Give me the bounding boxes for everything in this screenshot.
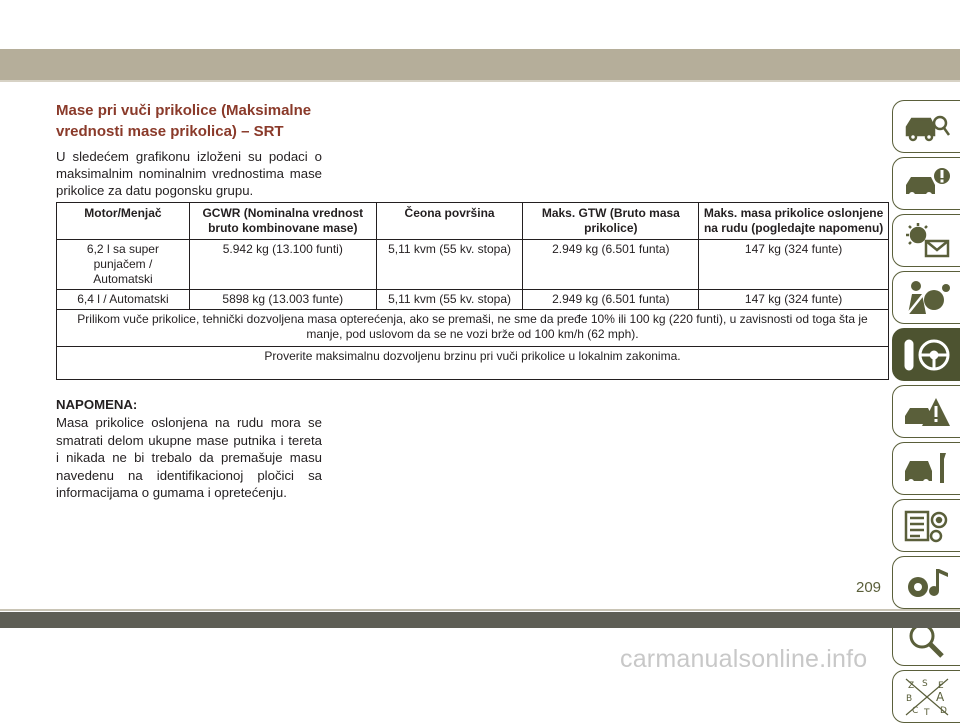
table-cell: 5,11 kvm (55 kv. stopa) <box>376 240 523 290</box>
note-heading: NAPOMENA: <box>56 397 138 412</box>
bottom-divider <box>0 609 960 611</box>
bottom-band <box>0 612 960 628</box>
safety-airbag-icon <box>902 278 952 318</box>
intro-paragraph: U sledećem grafikonu izloženi su podaci o maksimalnim nominalnim vrednostima mase prikolice za datu pogonsku grupu. <box>56 149 322 198</box>
table-header: Čeona površina <box>376 203 523 240</box>
table-header: Maks. GTW (Bruto masa prikolice) <box>523 203 699 240</box>
table-cell: 147 kg (324 funte) <box>699 240 889 290</box>
section-title: Mase pri vuči prikolice (Maksimalne vrednosti mase prikolica) – SRT <box>56 102 312 140</box>
tab-car-search[interactable] <box>892 100 960 153</box>
table-note-row <box>57 310 889 347</box>
tab-dashboard-lights[interactable] <box>892 214 960 267</box>
watermark: carmanualsonline.info <box>620 645 868 673</box>
note-body: Masa prikolice oslonjena na rudu mora se smatrati delom ukupne mase putnika i tereta i nikada ne bi trebalo da premašuje masu navedenu na identifikacionoj pločici sa informacijama o gumama i opretećenju. <box>56 415 322 501</box>
table-cell: 2.949 kg (6.501 funta) <box>523 240 699 290</box>
table-cell: 5898 kg (13.003 funte) <box>189 290 376 310</box>
svg-text:B: B <box>905 693 912 704</box>
table-cell: 5.942 kg (13.100 funti) <box>189 240 376 290</box>
table-header: Maks. masa prikolice oslonjene na rudu (pogledajte napomenu) <box>699 203 889 240</box>
tab-technical-specifications[interactable] <box>892 499 960 552</box>
table-cell: 6,2 l sa super punjačem / Automatski <box>57 240 190 290</box>
table-header-row <box>57 203 889 240</box>
multimedia-icon <box>902 563 952 603</box>
table-cell: 147 kg (324 funte) <box>699 290 889 310</box>
svg-text:A: A <box>935 689 944 704</box>
tab-safety[interactable] <box>892 271 960 324</box>
car-search-icon <box>902 107 952 147</box>
index-letters-icon <box>902 677 952 717</box>
table-header: Motor/Menjač <box>57 203 190 240</box>
technical-specifications-icon <box>902 506 952 546</box>
dashboard-lights-message-icon <box>902 221 952 261</box>
table-note-row <box>57 347 889 380</box>
tab-servicing[interactable] <box>892 442 960 495</box>
svg-text:S: S <box>921 678 928 689</box>
svg-text:C: C <box>911 705 918 716</box>
towing-table <box>56 202 889 380</box>
starting-driving-icon <box>902 335 952 375</box>
tab-starting-driving[interactable] <box>892 328 960 381</box>
table-note: Prilikom vuče prikolice, tehnički dozvoljena masa opterećenja, ako se premaši, ne sme da pređe 10% ili 100 kg (220 funti), u zavisnosti od toga šta je manje, pod uslovom da se ne vozi brže od 100 km/h (62 mph). <box>57 310 889 347</box>
chapter-tabs <box>892 100 960 727</box>
table-cell: 2.949 kg (6.501 funta) <box>523 290 699 310</box>
top-band <box>0 49 960 80</box>
car-warning-icon <box>902 164 952 204</box>
tab-multimedia[interactable] <box>892 556 960 609</box>
svg-text:T: T <box>923 707 929 717</box>
tab-car-warning[interactable] <box>892 157 960 210</box>
table-cell: 6,4 l / Automatski <box>57 290 190 310</box>
page-number: 209 <box>856 579 882 596</box>
table-note: Proverite maksimalnu dozvoljenu brzinu pri vuči prikolice u lokalnim zakonima. <box>57 347 889 380</box>
table-header: GCWR (Nominalna vrednost bruto kombinovane mase) <box>189 203 376 240</box>
servicing-maintenance-icon <box>902 449 952 489</box>
svg-text:D: D <box>939 705 947 716</box>
emergency-icon <box>902 392 952 432</box>
svg-text:E: E <box>937 680 944 691</box>
table-row <box>57 240 889 290</box>
tab-emergency[interactable] <box>892 385 960 438</box>
svg-text:Z: Z <box>907 680 914 691</box>
top-divider <box>0 80 960 82</box>
table-row <box>57 290 889 310</box>
table-cell: 5,11 kvm (55 kv. stopa) <box>376 290 523 310</box>
